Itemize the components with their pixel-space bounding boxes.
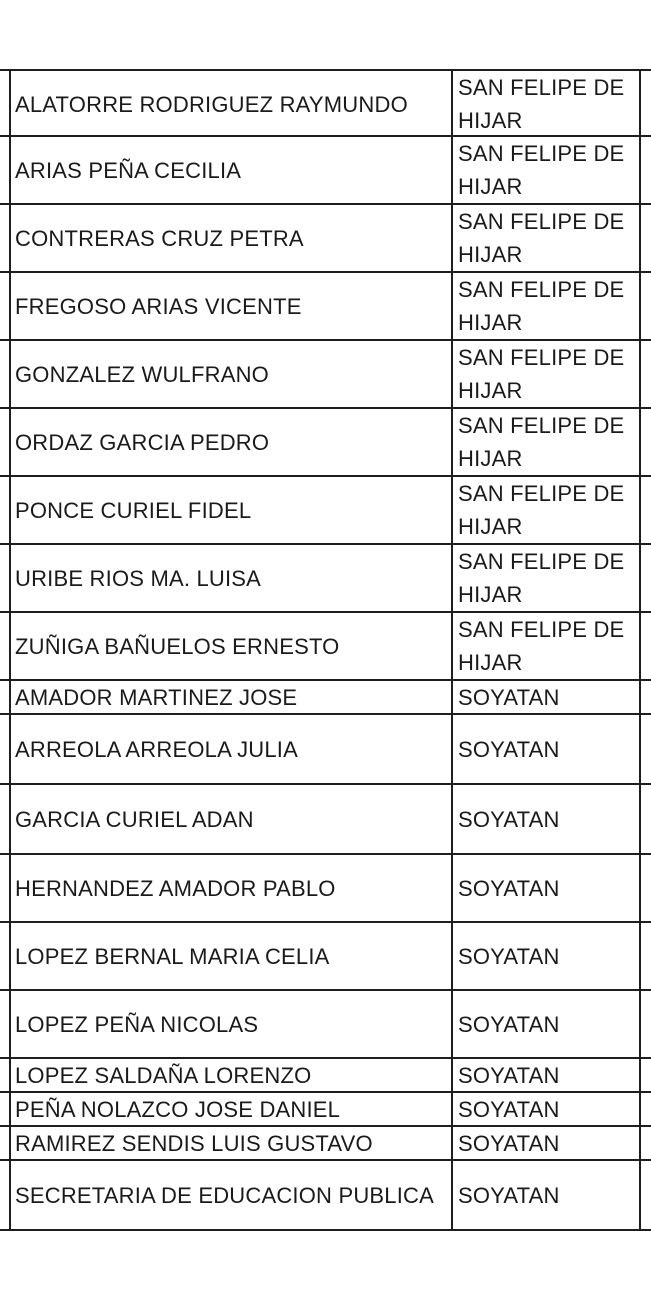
place-cell[interactable] bbox=[458, 341, 636, 408]
name-cell[interactable]: GONZALEZ WULFRANO bbox=[15, 362, 269, 387]
column-divider bbox=[451, 681, 453, 713]
name-cell[interactable]: FREGOSO ARIAS VICENTE bbox=[15, 294, 302, 319]
place-line-1: SAN FELIPE DE bbox=[458, 413, 625, 438]
place-line-1: SAN FELIPE DE bbox=[458, 141, 625, 166]
place-line-1: SAN FELIPE DE bbox=[458, 549, 625, 574]
place-line-2: HIJAR bbox=[458, 650, 523, 675]
table-row bbox=[0, 545, 651, 613]
cell-border bbox=[9, 855, 11, 921]
place-line-2: HIJAR bbox=[458, 514, 523, 539]
cell-border bbox=[9, 1093, 11, 1125]
spreadsheet-table bbox=[0, 69, 651, 1231]
name-cell[interactable]: HERNANDEZ AMADOR PABLO bbox=[15, 876, 336, 901]
place-cell[interactable] bbox=[458, 545, 636, 612]
name-cell[interactable]: ORDAZ GARCIA PEDRO bbox=[15, 430, 270, 455]
cell-border bbox=[9, 71, 11, 135]
cell-border bbox=[9, 991, 11, 1057]
place-line-1: SAN FELIPE DE bbox=[458, 481, 625, 506]
cell-border bbox=[639, 477, 641, 543]
place-cell[interactable] bbox=[458, 477, 636, 544]
name-cell[interactable]: ALATORRE RODRIGUEZ RAYMUNDO bbox=[15, 92, 408, 117]
table-row bbox=[0, 855, 651, 923]
cell-border bbox=[9, 785, 11, 853]
table-row bbox=[0, 785, 651, 855]
cell-border bbox=[9, 341, 11, 407]
table-row bbox=[0, 1059, 651, 1093]
column-divider bbox=[451, 1161, 453, 1229]
name-cell[interactable]: URIBE RIOS MA. LUISA bbox=[15, 566, 262, 591]
cell-border bbox=[639, 545, 641, 611]
place-line-1: SAN FELIPE DE bbox=[458, 617, 625, 642]
cell-border bbox=[639, 1127, 641, 1159]
name-cell[interactable]: ARREOLA ARREOLA JULIA bbox=[15, 737, 298, 762]
place-cell[interactable]: SOYATAN bbox=[458, 944, 560, 969]
table-row bbox=[0, 273, 651, 341]
name-cell[interactable]: ARIAS PEÑA CECILIA bbox=[15, 158, 242, 183]
cell-border bbox=[639, 137, 641, 203]
cell-border bbox=[639, 409, 641, 475]
place-cell[interactable]: SOYATAN bbox=[458, 1183, 560, 1208]
table-row bbox=[0, 991, 651, 1059]
column-divider bbox=[451, 1127, 453, 1159]
place-line-2: HIJAR bbox=[458, 582, 523, 607]
table-row bbox=[0, 1127, 651, 1161]
place-cell[interactable]: SOYATAN bbox=[458, 1131, 560, 1156]
table-row bbox=[0, 1093, 651, 1127]
table-row bbox=[0, 69, 651, 137]
table-row bbox=[0, 205, 651, 273]
name-cell[interactable]: ZUÑIGA BAÑUELOS ERNESTO bbox=[15, 634, 340, 659]
cell-border bbox=[9, 137, 11, 203]
name-cell[interactable]: LOPEZ PEÑA NICOLAS bbox=[15, 1012, 259, 1037]
cell-border bbox=[639, 1093, 641, 1125]
place-cell[interactable]: SOYATAN bbox=[458, 807, 560, 832]
name-cell[interactable]: SECRETARIA DE EDUCACION PUBLICA bbox=[15, 1183, 434, 1208]
place-line-2: HIJAR bbox=[458, 446, 523, 471]
cell-border bbox=[639, 785, 641, 853]
cell-border bbox=[9, 409, 11, 475]
name-cell[interactable]: GARCIA CURIEL ADAN bbox=[15, 807, 254, 832]
table-row bbox=[0, 613, 651, 681]
table-row bbox=[0, 341, 651, 409]
cell-border bbox=[9, 273, 11, 339]
cell-border bbox=[9, 477, 11, 543]
column-divider bbox=[451, 855, 453, 921]
column-divider bbox=[451, 613, 453, 679]
cell-border bbox=[639, 71, 641, 135]
cell-border bbox=[639, 991, 641, 1057]
cell-border bbox=[639, 1059, 641, 1091]
place-cell[interactable] bbox=[458, 409, 636, 476]
table-row bbox=[0, 137, 651, 205]
column-divider bbox=[451, 1093, 453, 1125]
place-cell[interactable] bbox=[458, 613, 636, 680]
place-line-1: SAN FELIPE DE bbox=[458, 345, 625, 370]
name-cell[interactable]: RAMIREZ SENDIS LUIS GUSTAVO bbox=[15, 1131, 373, 1156]
table-row bbox=[0, 715, 651, 785]
cell-border bbox=[9, 715, 11, 783]
column-divider bbox=[451, 923, 453, 989]
name-cell[interactable]: LOPEZ SALDAÑA LORENZO bbox=[15, 1063, 312, 1088]
column-divider bbox=[451, 477, 453, 543]
place-line-2: HIJAR bbox=[458, 174, 523, 199]
place-cell[interactable] bbox=[458, 205, 636, 272]
cell-border bbox=[9, 1161, 11, 1229]
cell-border bbox=[639, 855, 641, 921]
column-divider bbox=[451, 341, 453, 407]
place-cell[interactable]: SOYATAN bbox=[458, 685, 560, 710]
column-divider bbox=[451, 785, 453, 853]
table-row bbox=[0, 923, 651, 991]
name-cell[interactable]: PEÑA NOLAZCO JOSE DANIEL bbox=[15, 1097, 341, 1122]
place-line-2: HIJAR bbox=[458, 310, 523, 335]
cell-border bbox=[639, 715, 641, 783]
cell-border bbox=[639, 341, 641, 407]
table-row bbox=[0, 1161, 651, 1231]
cell-border bbox=[9, 1127, 11, 1159]
place-line-1: SAN FELIPE DE bbox=[458, 209, 625, 234]
place-line-2: HIJAR bbox=[458, 242, 523, 267]
cell-border bbox=[9, 545, 11, 611]
name-cell[interactable]: AMADOR MARTINEZ JOSE bbox=[15, 685, 298, 710]
place-cell[interactable] bbox=[458, 137, 636, 204]
cell-border bbox=[639, 681, 641, 713]
cell-border bbox=[9, 1059, 11, 1091]
cell-border bbox=[639, 1161, 641, 1229]
column-divider bbox=[451, 545, 453, 611]
column-divider bbox=[451, 273, 453, 339]
table-row bbox=[0, 681, 651, 715]
place-line-1: SAN FELIPE DE bbox=[458, 75, 625, 100]
place-cell[interactable]: SOYATAN bbox=[458, 1097, 560, 1122]
column-divider bbox=[451, 1059, 453, 1091]
place-cell[interactable] bbox=[458, 273, 636, 340]
column-divider bbox=[451, 137, 453, 203]
table-row bbox=[0, 409, 651, 477]
column-divider bbox=[451, 991, 453, 1057]
name-cell[interactable]: LOPEZ BERNAL MARIA CELIA bbox=[15, 944, 330, 969]
cell-border bbox=[9, 205, 11, 271]
cell-border bbox=[9, 681, 11, 713]
cell-border bbox=[639, 205, 641, 271]
place-cell[interactable]: SOYATAN bbox=[458, 1063, 560, 1088]
place-line-2: HIJAR bbox=[458, 378, 523, 403]
name-cell[interactable]: CONTRERAS CRUZ PETRA bbox=[15, 226, 304, 251]
place-line-1: SAN FELIPE DE bbox=[458, 277, 625, 302]
cell-border bbox=[9, 923, 11, 989]
column-divider bbox=[451, 409, 453, 475]
column-divider bbox=[451, 715, 453, 783]
place-cell[interactable] bbox=[458, 71, 636, 138]
cell-border bbox=[639, 273, 641, 339]
cell-border bbox=[639, 613, 641, 679]
table-row bbox=[0, 477, 651, 545]
place-cell[interactable]: SOYATAN bbox=[458, 876, 560, 901]
cell-border bbox=[9, 613, 11, 679]
column-divider bbox=[451, 205, 453, 271]
column-divider bbox=[451, 71, 453, 135]
name-cell[interactable]: PONCE CURIEL FIDEL bbox=[15, 498, 252, 523]
cell-border bbox=[639, 923, 641, 989]
place-line-2: HIJAR bbox=[458, 108, 523, 133]
place-cell[interactable]: SOYATAN bbox=[458, 737, 560, 762]
place-cell[interactable]: SOYATAN bbox=[458, 1012, 560, 1037]
